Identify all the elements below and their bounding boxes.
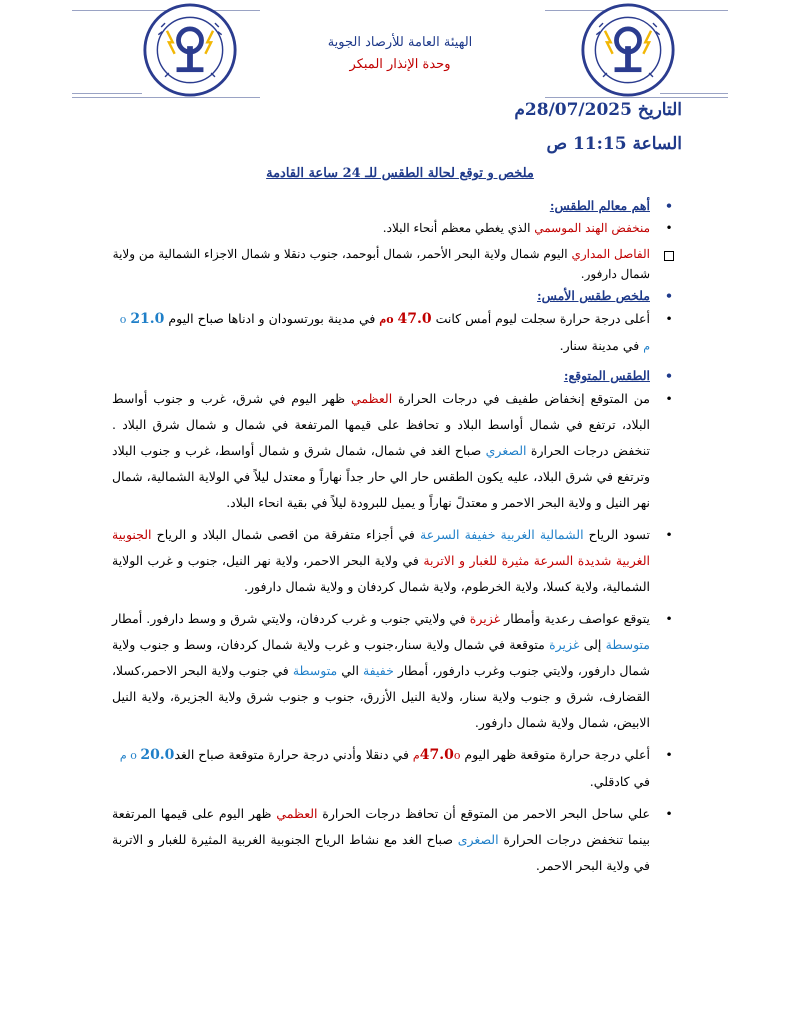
features-item-monsoon xyxy=(112,218,684,238)
keyword-light: خفيفة xyxy=(362,663,394,678)
p4-text-1: أعلي درجة حرارة متوقعة ظهر اليوم xyxy=(460,747,650,762)
past-section xyxy=(112,286,684,306)
past-min-temp: 21.0 xyxy=(130,311,165,327)
bullet-icon: • xyxy=(665,221,673,235)
keyword-itcz: الفاصل المداري xyxy=(571,247,650,261)
unit-name: وحدة الإنذار المبكر xyxy=(349,57,451,72)
keyword-max-temp: العظمي xyxy=(350,391,393,406)
features-item1-text: الذي يغطي معظم أنحاء البلاد. xyxy=(382,221,535,235)
checkbox-bullet-icon xyxy=(662,244,676,267)
p3-text-1: يتوقع عواصف رعدية وأمطار xyxy=(500,611,651,626)
p5-text-1: علي ساحل البحر الاحمر من المتوقع أن تحافظ درجات الحرارة xyxy=(317,806,650,821)
bullet-icon: • xyxy=(665,288,673,303)
bullet-icon: • xyxy=(665,747,673,762)
p4-text-3: في كادقلي. xyxy=(589,774,650,789)
p4-text-2: في دنقلا وأدني درجة حرارة متوقعة صباح الغد xyxy=(174,747,413,762)
expected-rain-paragraph xyxy=(112,606,684,736)
expected-max-temp: 47.0 xyxy=(419,747,454,763)
keyword-sw-winds: الجنوبية الغربية شديدة السرعة مثيرة للغبار و الاتربة xyxy=(112,527,650,568)
p1-text-3: صباح الغد في شمال، شمال شرق و شمال أواسط، غرب و جنوب البلاد وترتفع في شرق البلاد، عليه يكون الطقس حار الي حار جداً نهاراً و معتدل ليلاً في الولاية الشمالية، شمال نهر النيل و ولاية البحر الاحمر و معتدلً نهاراً و يميل للبرودة ليلاً في بقية انحاء البلاد. xyxy=(112,443,650,510)
expected-section xyxy=(112,366,684,386)
expected-min-temp: 20.0 xyxy=(140,747,175,763)
p3-text-2: في ولايتي جنوب و غرب كردفان، ولايتي شرق و وسط دارفور. أمطار xyxy=(112,611,470,626)
org-header xyxy=(250,32,550,76)
bullet-icon: • xyxy=(665,311,673,326)
bullet-icon: • xyxy=(665,806,673,821)
keyword-heavy: غزيرة xyxy=(469,611,501,626)
bullet-icon: • xyxy=(665,611,673,626)
p2-text-1: تسود الرياح xyxy=(583,527,650,542)
report-body xyxy=(112,196,684,879)
keyword-moderate-2: متوسطة xyxy=(292,663,338,678)
past-heading: ملخص طقس الأمس: xyxy=(537,288,650,303)
p3-text-4: متوقعة في شمال ولاية سنار،جنوب و غرب ولاية شمال كردفان، وسط و جنوب ولاية شمال دارفور، ولايتي جنوب وغرب دارفور، أمطار xyxy=(112,637,650,678)
expected-temperature-paragraph xyxy=(112,386,684,516)
org-name: الهيئة العامة للأرصاد الجوية xyxy=(327,35,473,50)
p3-text-3: إلى xyxy=(579,637,606,652)
keyword-min-temp: الصغري xyxy=(485,443,527,458)
expected-max-unit: oم xyxy=(412,749,461,762)
p1-text-1: من المتوقع إنخفاض طفيف في درجات الحرارة xyxy=(392,391,650,406)
keyword-nw-winds: الشمالية الغربية خفيفة السرعة xyxy=(420,527,584,542)
keyword-max-temp-2: العظمي xyxy=(276,806,318,821)
past-max-temp: 47.0 xyxy=(397,311,432,327)
features-heading: أهم معالم الطقس: xyxy=(549,198,650,213)
past-text-2: في مدينة بورتسودان و ادناها صباح اليوم xyxy=(164,311,380,326)
expected-heading: الطقس المتوقع: xyxy=(563,368,650,383)
p1-text-2: ظهر اليوم في شرق، غرب و جنوب أواسط البلاد، ترتفع في شمال أواسط البلاد و تحافظ على قيمها المرتفعة في شمال و شمال شرق البلاد . تنخفض درجات الحرارة xyxy=(112,391,650,458)
features-item2-text: اليوم شمال ولاية البحر الأحمر، شمال أبوحمد، جنوب دنقلا و شمال الاجزاء الشمالية من ولاية شمال دارفور. xyxy=(112,247,650,281)
expected-extremes-paragraph xyxy=(112,742,684,795)
report-title: ملخص و توقع لحالة الطقس للـ 24 ساعة القادمة xyxy=(266,166,534,181)
sma-logo-right xyxy=(580,2,676,98)
bullet-icon: • xyxy=(665,198,673,213)
p5-text-2: ظهر اليوم على قيمها المرتفعة بينما تنخفض درجات الحرارة xyxy=(112,806,650,847)
bullet-icon: • xyxy=(665,368,673,383)
features-item-itcz xyxy=(112,244,684,284)
keyword-monsoon-low: منخفض الهند الموسمي xyxy=(534,221,650,235)
keyword-moderate: متوسطة xyxy=(605,637,650,652)
p5-text-3: صباح الغد مع نشاط الرياح الجنوبية الغربية المثيرة للغبار و الاتربة في ولاية البحر الاحمر. xyxy=(112,832,650,873)
keyword-min-temp-2: الصغرى xyxy=(457,832,499,847)
past-summary xyxy=(112,306,684,360)
keyword-heavy-2: غزيرة xyxy=(549,637,580,652)
features-section xyxy=(112,196,684,216)
past-max-unit: oم xyxy=(379,313,394,326)
expected-min-unit: o م xyxy=(119,749,141,762)
expected-wind-paragraph xyxy=(112,522,684,600)
report-time: الساعة 11:15 ص xyxy=(546,134,682,154)
p2-text-3: في ولاية البحر الاحمر، ولاية نهر النيل، جنوب و غرب الولاية الشمالية، ولاية كسلا، ولاية الخرطوم، ولاية شمال كردفان و ولاية شمال دارفور. xyxy=(112,553,650,594)
past-text-1: أعلى درجة حرارة سجلت ليوم أمس كانت xyxy=(431,311,650,326)
p3-text-6: في جنوب ولاية البحر الاحمر،كسلا، القضارف، شرق و جنوب ولاية سنار، ولاية النيل الأزرق، جنوب و جنوب شرق ولاية الجزيرة، ولاية النيل الابيض، شمال ولاية شمال دارفور. xyxy=(112,663,650,730)
bullet-icon: • xyxy=(665,391,673,406)
past-min-unit: o م xyxy=(119,313,650,353)
bullet-icon: • xyxy=(665,527,673,542)
p3-text-5: الي xyxy=(337,663,363,678)
expected-red-sea-paragraph xyxy=(112,801,684,879)
sma-logo-left xyxy=(142,2,238,98)
p2-text-2: في أجزاء متفرقة من اقصى شمال البلاد و الرياح xyxy=(151,527,420,542)
past-text-3: في مدينة سنار. xyxy=(559,338,644,353)
header-rule-mid-left xyxy=(72,93,142,94)
report-date: التاريخ 28/07/2025م xyxy=(514,100,682,120)
